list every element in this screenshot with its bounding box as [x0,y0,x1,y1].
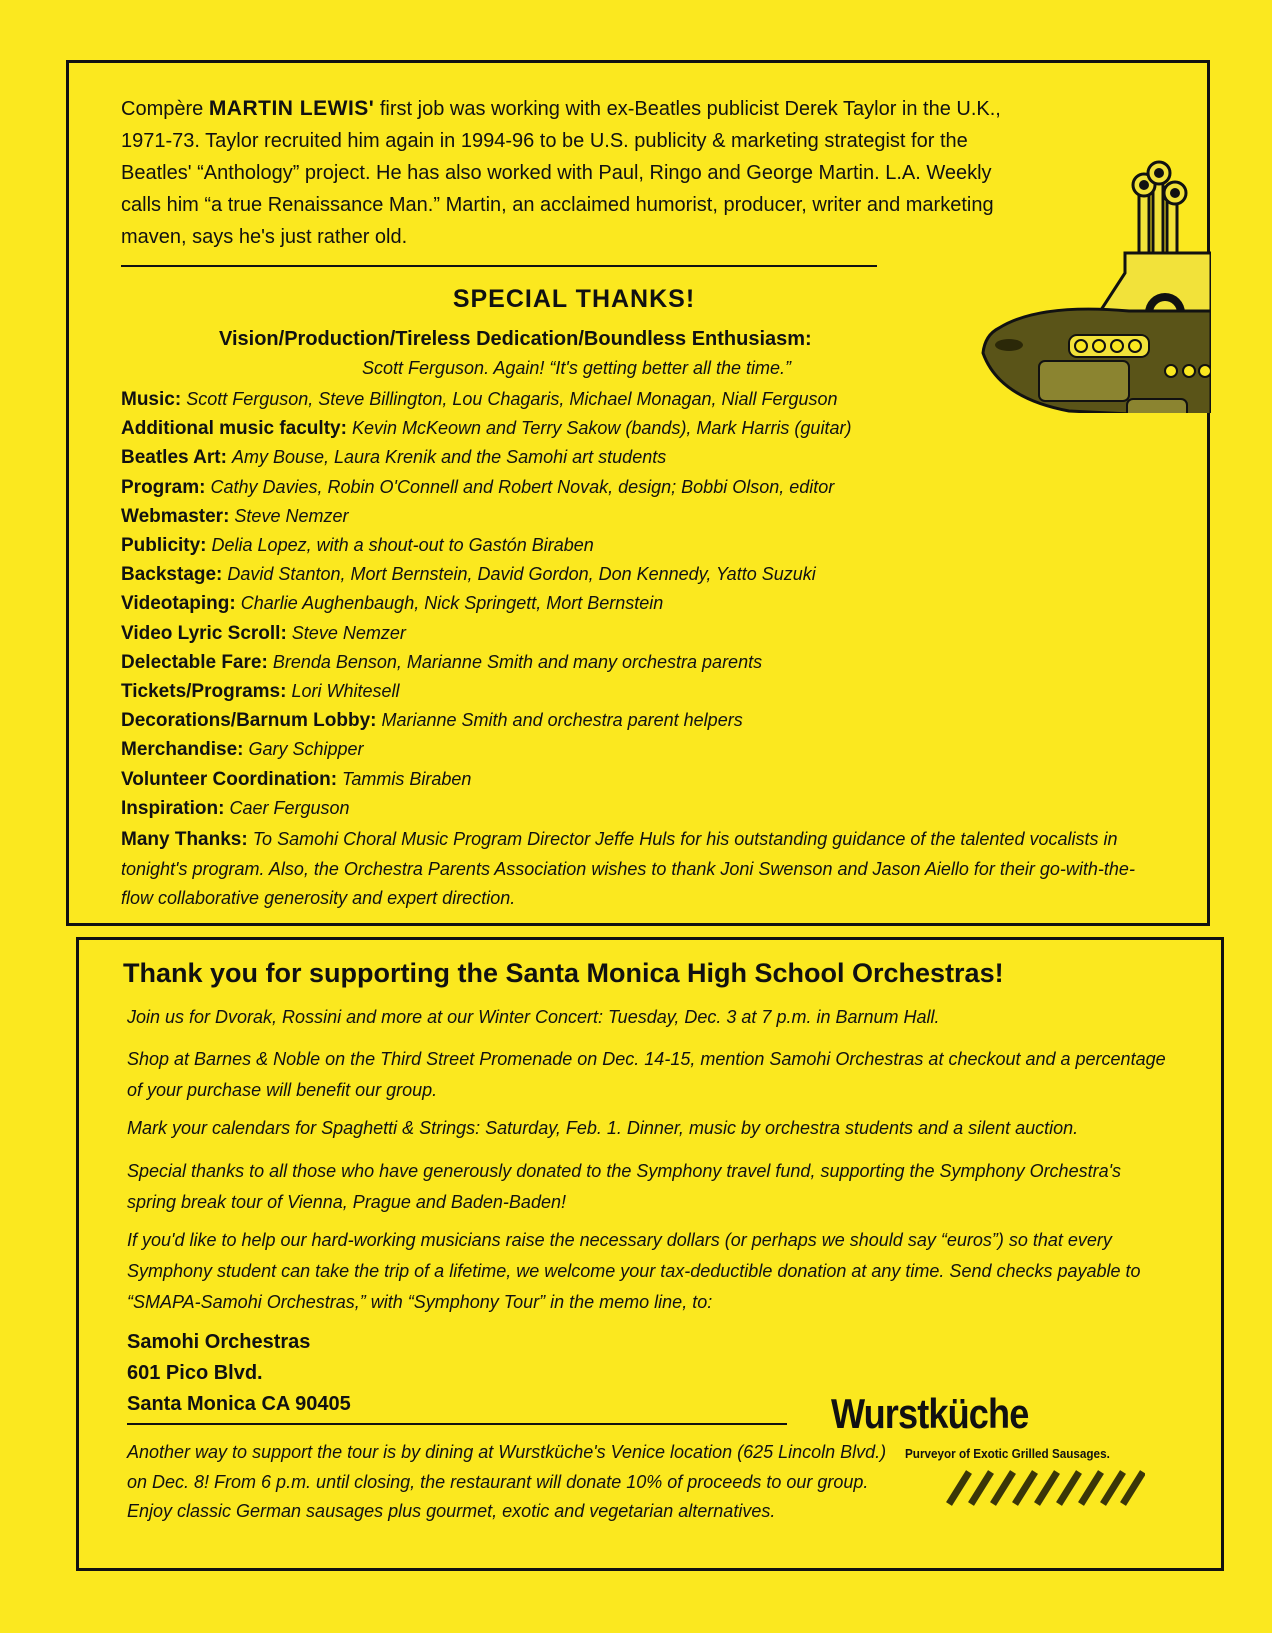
credit-names: Brenda Benson, Marianne Smith and many orchestra parents [272,651,763,672]
support-heading: Thank you for supporting the Santa Monica High School Orchestras! [123,958,1004,988]
credit-line [121,794,1171,823]
credits-list [121,385,1171,823]
credit-role: Merchandise: [121,739,244,761]
credit-role: Delectable Fare: [121,651,268,673]
divider [127,1423,787,1425]
many-thanks-role: Many Thanks: [121,829,248,850]
credits-panel [66,60,1210,926]
credit-names: Gary Schipper [248,739,364,760]
credit-names: Charlie Aughenbaugh, Nick Springett, Mort Bernstein [240,593,664,614]
credit-names: Kevin McKeown and Terry Sakow (bands), Mark Harris (guitar) [351,418,852,439]
credit-names: Marianne Smith and orchestra parent helpers [381,710,743,731]
credit-names: Lori Whitesell [291,681,400,702]
credit-names: Amy Bouse, Laura Krenik and the Samohi art students [231,447,667,468]
credit-names: Steve Nemzer [291,622,406,643]
credit-role: Music: [121,389,182,410]
credit-line [121,502,1171,531]
winter-concert-text: Join us for Dvorak, Rossini and more at our Winter Concert: Tuesday, Dec. 3 at 7 p.m. in Barnum Hall. [127,1007,940,1027]
credit-role: Videotaping: [121,593,236,615]
credit-line [121,677,1171,706]
address-line: 601 Pico Blvd. [127,1362,263,1384]
credit-line [121,414,1171,443]
credit-role: Tickets/Programs: [121,681,287,703]
address-line: Santa Monica CA 90405 [127,1393,351,1415]
yellow-submarine-icon [949,113,1211,413]
credit-names: Steve Nemzer [234,505,349,526]
credit-names: Delia Lopez, with a shout-out to Gastón Biraben [211,535,594,556]
credit-role: Webmaster: [121,505,230,527]
credit-role: Program: [121,476,206,498]
credit-names: Cathy Davies, Robin O'Connell and Robert Novak, design; Bobbi Olson, editor [210,476,835,497]
credit-role: Beatles Art: [121,447,227,469]
many-thanks [121,825,1151,914]
wurstkuche-text: Another way to support the tour is by dining at Wurstküche's Venice location (625 Lincoln Blvd.) on Dec. 8! From 6 p.m. until closing, the restaurant will donate 10% of proceeds to our group. Enjoy classic German sausages plus gourmet, exotic and vegetarian alternatives. [127,1442,887,1521]
credit-line [121,531,1171,560]
logo-stripes-icon [945,1470,1145,1506]
address-line: Samohi Orchestras [127,1331,311,1353]
travel-fund-text: Special thanks to all those who have generously donated to the Symphony travel fund, supporting the Symphony Orchestra's spring break tour of Vienna, Prague and Baden-Baden! [127,1161,1122,1212]
intro-paragraph [121,93,1001,253]
vision-heading: Vision/Production/Tireless Dedication/Boundless Enthusiasm: [219,328,812,350]
intro-lead: Compère [121,98,209,120]
credit-line [121,589,1171,618]
credit-line [121,706,1171,735]
credit-line [121,735,1171,764]
credit-line [121,443,1171,472]
credit-role: Additional music faculty: [121,418,347,440]
credit-role: Backstage: [121,564,223,586]
credit-line [121,765,1171,794]
intro-text: first job was working with ex-Beatles publicist Derek Taylor in the U.K., 1971-73. Taylor recruited him again in 1994-96 to be U.S. publicity & marketing strategist for the Beatles' “Anthology” project. He has also worked with Paul, Ringo and George Martin. L.A. Weekly calls him “a true Renaissance Man.” Martin, an acclaimed humorist, producer, writer and marketing maven, says he's just rather old. [121,98,1001,248]
intro-name: MARTIN LEWIS' [208,97,375,120]
credit-line [121,473,1171,502]
special-thanks-title: SPECIAL THANKS! [452,285,696,313]
credit-role: Inspiration: [121,797,225,819]
credit-names: Caer Ferguson [229,797,350,818]
credit-role: Volunteer Coordination: [121,768,338,790]
wurstkuche-tagline: Purveyor of Exotic Grilled Sausages. [905,1446,1110,1461]
credit-line [121,560,1171,589]
credit-names: David Stanton, Mort Bernstein, David Gordon, Don Kennedy, Yatto Suzuki [227,564,816,585]
credit-line [121,619,1171,648]
credit-names: Tammis Biraben [342,768,472,789]
spaghetti-strings-text: Mark your calendars for Spaghetti & Strings: Saturday, Feb. 1. Dinner, music by orchestra students and a silent auction. [127,1118,1079,1138]
mailing-address [127,1327,627,1420]
support-panel [76,937,1224,1571]
donation-text: If you'd like to help our hard-working musicians raise the necessary dollars (or perhaps we should say “euros”) so that every Symphony student can take the trip of a lifetime, we welcome your tax-deductible donation at any time. Send checks payable to “SMAPA-Samohi Orchestras,” with “Symphony Tour” in the memo line, to: [127,1230,1141,1312]
many-thanks-text: To Samohi Choral Music Program Director Jeffe Huls for his outstanding guidance of the talented vocalists in tonight's program. Also, the Orchestra Parents Association wishes to thank Joni Swenson and Jason Aiello for their go-with-the-flow collaborative generosity and expert direction. [121,829,1135,908]
credit-line [121,648,1171,677]
credit-role: Decorations/Barnum Lobby: [121,710,377,732]
barnes-noble-text: Shop at Barnes & Noble on the Third Street Promenade on Dec. 14-15, mention Samohi Orchestras at checkout and a percentage of your purchase will benefit our group. [127,1049,1166,1100]
divider [121,265,877,267]
credit-names: Scott Ferguson, Steve Billington, Lou Chagaris, Michael Monagan, Niall Ferguson [186,389,838,409]
vision-text: Scott Ferguson. Again! “It's getting better all the time.” [362,358,791,378]
credit-role: Video Lyric Scroll: [121,622,287,644]
wurstkuche-logo: Wurstküche [831,1390,1029,1437]
credit-role: Publicity: [121,535,207,557]
